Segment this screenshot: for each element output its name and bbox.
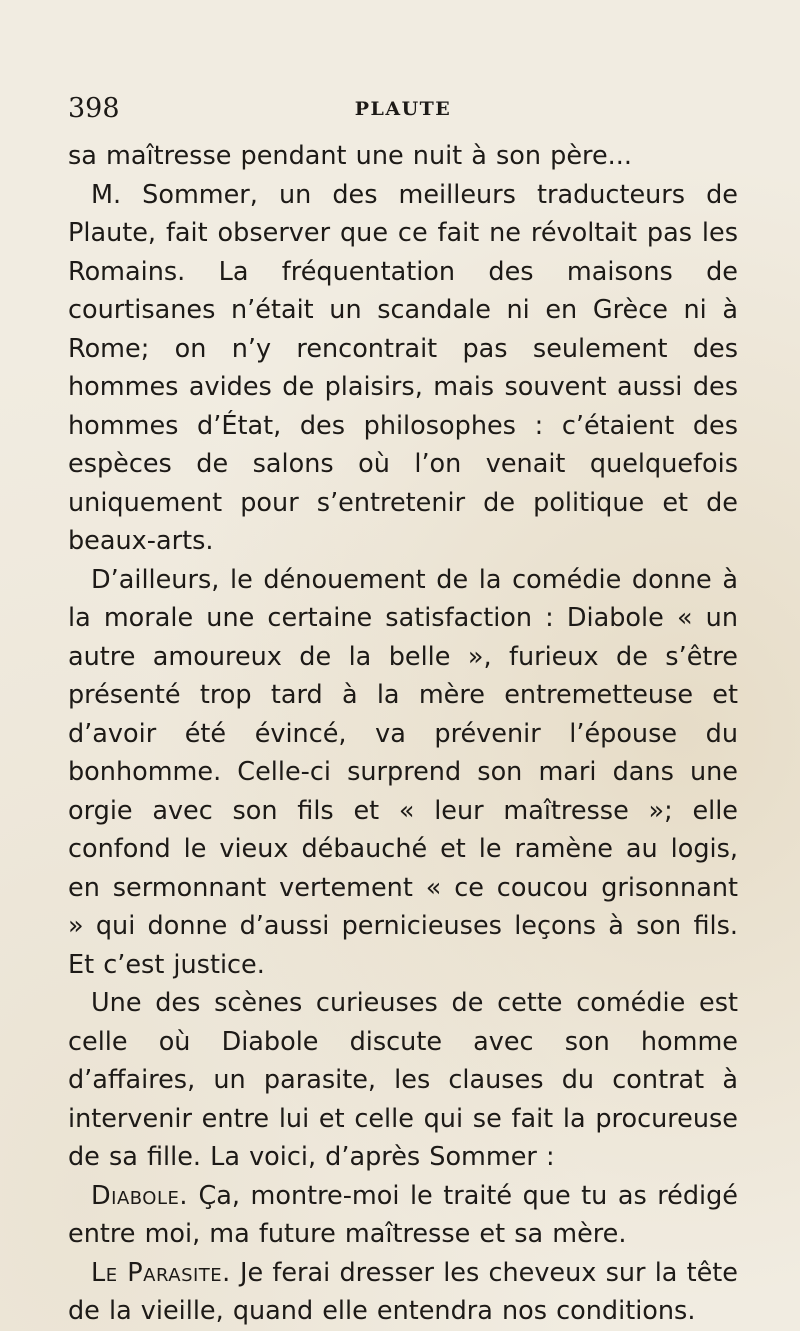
page-number: 398 (68, 93, 120, 124)
page-header (68, 92, 738, 126)
paragraph-scene: Une des scènes curieuses de cette comédie est celle où Diabole discute avec son homme d’affaires, un parasite, les clauses du contrat à intervenir entre lui et celle qui se fait la procureuse de sa fille. La voici, d’après Sommer : (68, 988, 738, 1172)
line-parasite: Je ferai dresser les cheveux sur la tête de la vieille, quand elle entendra nos conditions. (68, 1257, 738, 1326)
dialogue-diabole (68, 1177, 738, 1254)
dialogue-parasite (68, 1254, 738, 1331)
paragraph-continuation: sa maîtresse pendant une nuit à son père... (68, 141, 632, 171)
paragraph-denouement: D’ailleurs, le dénouement de la comédie donne à la morale une certaine satisfaction : Diabole « un autre amoureux de la belle », furieux de s’être présenté trop tard à la mère entremetteuse et d’avoir été évincé, va prévenir l’épouse du bonhomme. Celle-ci surprend son mari dans une orgie avec son fils et « leur maîtresse »; elle confond le vieux débauché et le ramène au logis, en sermonnant vertement « ce coucou grisonnant » qui donne d’aussi pernicieuses leçons à son fils. Et c’est justice. (68, 564, 738, 980)
speaker-diabole: Diabole. (91, 1180, 188, 1211)
line-diabole: Ça, montre-moi le traité que tu as rédigé entre moi, ma future maîtresse et sa mère. (68, 1180, 738, 1249)
speaker-parasite: Le Parasite. (91, 1257, 231, 1288)
body-text (68, 137, 738, 1331)
running-title: PLAUTE (354, 98, 452, 120)
paragraph-sommer: M. Sommer, un des meilleurs traducteurs de Plaute, fait observer que ce fait ne révoltait pas les Romains. La fréquentation des maisons de courtisanes n’était un scandale ni en Grèce ni à Rome; on n’y rencontrait pas seulement des hommes avides de plaisirs, mais souvent aussi des hommes d’État, des philosophes : c’étaient des espèces de salons où l’on venait quelquefois uniquement pour s’entretenir de politique et de beaux-arts. (68, 179, 738, 556)
